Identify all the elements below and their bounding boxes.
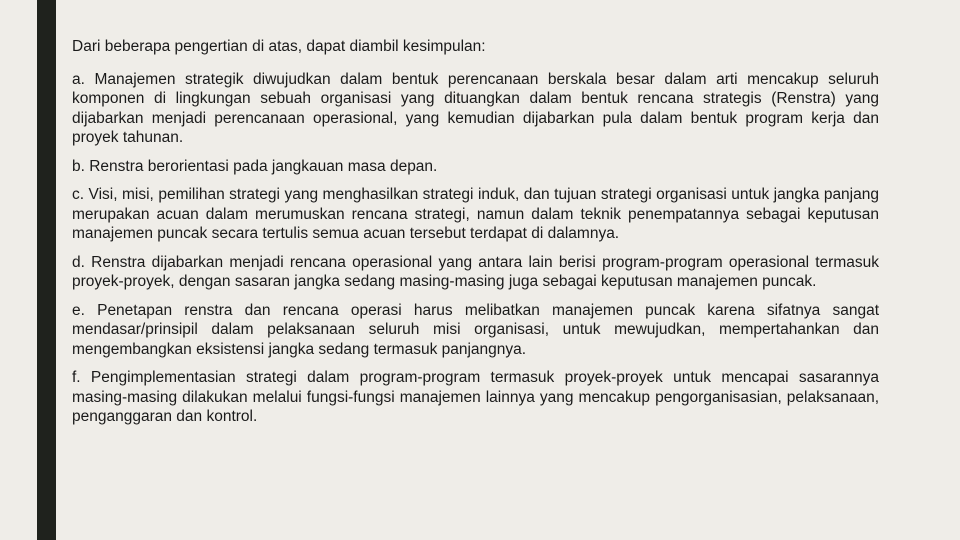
point-e: e. Penetapan renstra dan rencana operasi harus melibatkan manajemen puncak karena sifatnya sangat mendasar/prinsipil dalam pelaksanaan seluruh misi organisasi, untuk mewujudkan, mempertahankan dan mengembangkan eksistensi jangka sedang termasuk panjangnya.: [72, 301, 879, 358]
intro-text: Dari beberapa pengertian di atas, dapat diambil kesimpulan:: [72, 38, 486, 55]
left-accent-bar: [37, 0, 56, 540]
slide-content: [72, 37, 879, 436]
point-a: a. Manajemen strategik diwujudkan dalam bentuk perencanaan berskala besar dalam arti mencakup seluruh komponen di lingkungan sebuah organisasi yang dituangkan dalam bentuk rencana strategis (Renstra) yang dijabarkan menjadi perencanaan operasional, yang kemudian dijabarkan pula dalam bentuk program kerja dan proyek tahunan.: [72, 70, 879, 146]
point-c: c. Visi, misi, pemilihan strategi yang menghasilkan strategi induk, dan tujuan strategi organisasi untuk jangka panjang merupakan acuan dalam merumuskan rencana strategi, namun dalam teknik penempatannya sebagai keputusan manajemen puncak secara tertulis semua acuan tersebut terdapat di dalamnya.: [72, 186, 879, 242]
point-f: f. Pengimplementasian strategi dalam program-program termasuk proyek-proyek untuk mencapai sasarannya masing-masing dilakukan melalui fungsi-fungsi manajemen lainnya yang mencakup pengorganisasian, pelaksanaan, penganggaran dan kontrol.: [72, 369, 879, 425]
point-d: d. Renstra dijabarkan menjadi rencana operasional yang antara lain berisi program-program operasional termasuk proyek-proyek, dengan sasaran jangka sedang masing-masing juga sebagai keputusan manajemen puncak.: [72, 253, 879, 290]
point-b: b. Renstra berorientasi pada jangkauan masa depan.: [72, 157, 438, 175]
